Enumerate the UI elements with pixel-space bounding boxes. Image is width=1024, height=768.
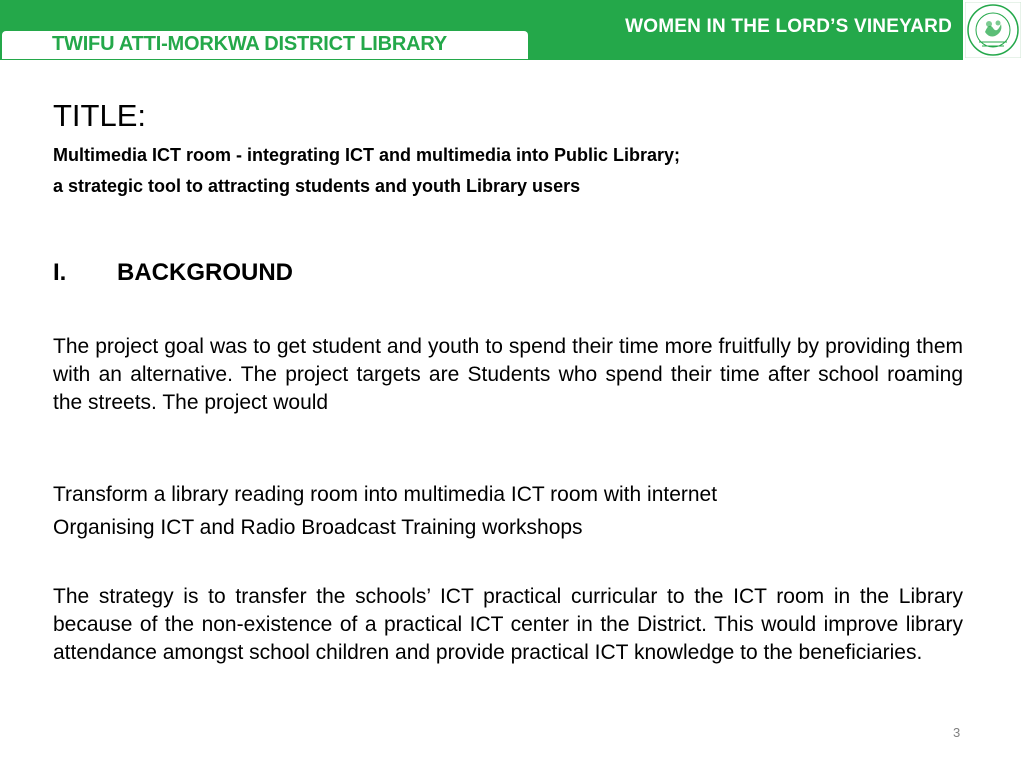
project-item-2: Organising ICT and Radio Broadcast Training workshops: [53, 516, 583, 539]
section-number: I.: [53, 259, 67, 286]
title-line-2: a strategic tool to attracting students and youth Library users: [53, 176, 581, 196]
section-heading: [53, 259, 293, 287]
page-number: 3: [953, 725, 961, 740]
strategy-paragraph: The strategy is to transfer the schools’ ICT practical curricular to the ICT room in the Library because of the non-existence of a practical ICT center in the District. This would improve library attendance amongst school children and provide practical ICT knowledge to the beneficiaries.: [53, 585, 963, 664]
circular-seal-logo-icon: [965, 2, 1021, 58]
section-title: BACKGROUND: [117, 259, 293, 286]
background-paragraph-1: The project goal was to get student and youth to spend their time more fruitfully by providing them with an alternative. The project targets are Students who spend their time after school roaming the streets. The project would: [53, 335, 963, 414]
title-label: TITLE:: [53, 98, 147, 133]
library-name: TWIFU ATTI-MORKWA DISTRICT LIBRARY: [52, 33, 447, 55]
project-item-1: Transform a library reading room into multimedia ICT room with internet: [53, 483, 718, 506]
title-line-1: Multimedia ICT room - integrating ICT and multimedia into Public Library;: [53, 145, 681, 165]
organization-name: WOMEN IN THE LORD’S VINEYARD: [625, 16, 952, 37]
